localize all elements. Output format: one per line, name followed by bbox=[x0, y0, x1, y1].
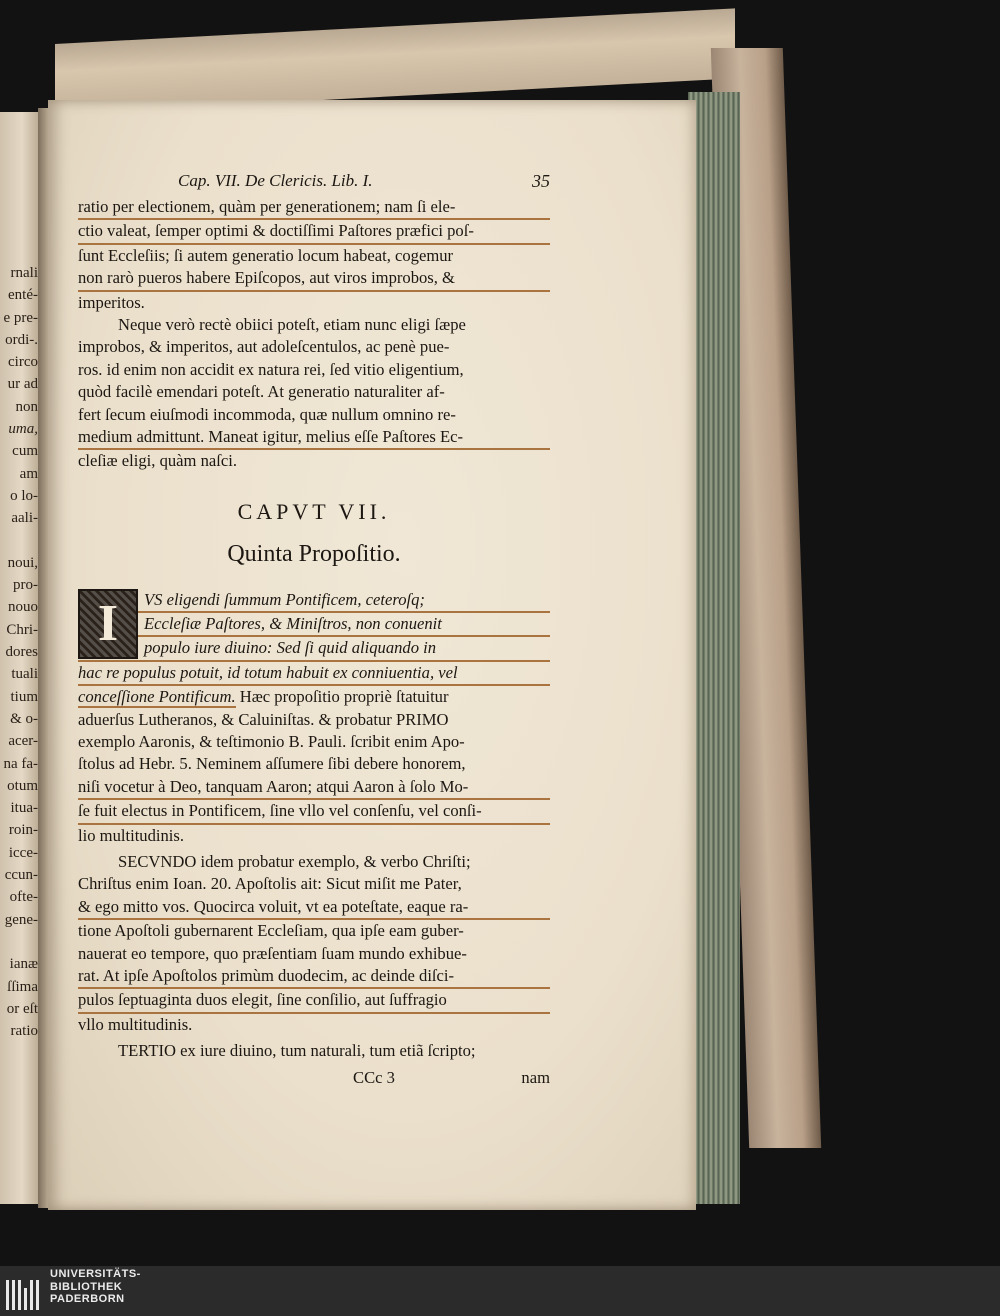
text-line: cleſiæ eligi, quàm naſci. bbox=[78, 451, 237, 471]
left-page-fragment: uma, bbox=[8, 421, 38, 438]
left-page-fragment: am bbox=[19, 465, 38, 482]
text-line: ros. id enim non accidit ex natura rei, ſed vitio eligentium, bbox=[78, 359, 464, 379]
text-line: ſe fuit electus in Pontificem, ſine vllo vel conſenſu, vel conſi- bbox=[78, 800, 550, 824]
text-line: & ego mitto vos. Quocirca voluit, vt ea poteſtate, eaque ra- bbox=[78, 896, 550, 920]
catchword: nam bbox=[521, 1067, 550, 1087]
left-page-fragment: ofte- bbox=[9, 889, 38, 906]
left-page-fragment: pro- bbox=[13, 577, 38, 594]
left-page-fragment: na fa- bbox=[3, 755, 38, 772]
paragraph-5: TERTIO ex iure diuino, tum naturali, tum etiã ſcripto; bbox=[118, 1041, 476, 1061]
text-line: ſunt Eccleſiis; ſi autem generatio locum habeat, cogemur bbox=[78, 245, 454, 265]
left-page-fragment: o lo- bbox=[10, 487, 38, 504]
left-page-fragment: ordi-. bbox=[5, 331, 38, 348]
left-page-fragment: dores bbox=[5, 644, 38, 661]
text-line bbox=[78, 686, 550, 708]
left-page-fragment bbox=[0, 530, 40, 552]
text-line: nauerat eo tempore, quo præſentiam ſuam mundo exhibue- bbox=[78, 943, 467, 963]
left-page-fragment: ianæ bbox=[9, 956, 38, 973]
chapter-title: CAPVT VII. bbox=[237, 498, 391, 524]
left-page-fragment: itua- bbox=[10, 800, 38, 817]
left-page-fragment: tuali bbox=[11, 666, 38, 683]
left-page-fragment: gene- bbox=[4, 911, 38, 928]
text-line: non rarò pueros habere Epiſcopos, aut viros improbos, & bbox=[78, 267, 550, 291]
text-line: exemplo Aaronis, & teſtimonio B. Pauli. ſcribit enim Apo- bbox=[78, 732, 465, 752]
library-logo-icon bbox=[0, 1270, 40, 1310]
left-page-fragment: rnali bbox=[10, 265, 38, 281]
left-page-fragment: & o- bbox=[10, 710, 38, 727]
text-line: ſtolus ad Hebr. 5. Neminem aſſumere ſibi debere honorem, bbox=[78, 754, 466, 774]
left-page-fragment: roin- bbox=[8, 822, 38, 839]
italic-span: conceſſione Pontificum. bbox=[78, 687, 236, 707]
library-logo-text bbox=[50, 1268, 230, 1306]
paragraph-2 bbox=[78, 314, 550, 473]
text-line: Chriſtus enim Ioan. 20. Apoſtolis ait: Sicut miſit me Pater, bbox=[78, 874, 462, 894]
left-page-fragment: ur ad bbox=[7, 376, 38, 393]
left-page-fragment: noui, bbox=[7, 554, 38, 571]
left-page-fragment: circo bbox=[8, 354, 38, 371]
logo-line: BIBLIOTHEK bbox=[50, 1280, 123, 1293]
text-line: niſi vocetur à Deo, tanquam Aaron; atqui Aaron à ſolo Mo- bbox=[78, 776, 550, 800]
left-page-fragment: tium bbox=[10, 688, 38, 705]
logo-line: PADERBORN bbox=[50, 1293, 125, 1305]
left-page-fragment: ratio bbox=[10, 1023, 38, 1040]
text-line: medium admittunt. Maneat igitur, melius eſſe Paſtores Ec- bbox=[78, 426, 550, 450]
text-line: improbos, & imperitos, aut adoleſcentulos, ac penè pue- bbox=[78, 337, 450, 357]
text-span: Hæc propoſitio propriè ſtatuitur bbox=[235, 687, 449, 707]
text-line: ratio per electionem, quàm per generationem; nam ſi ele- bbox=[78, 196, 550, 220]
text-line: fert ſecum eiuſmodi incommoda, quæ nullum omnino re- bbox=[78, 404, 456, 424]
text-line: VS eligendi ſummum Pontificem, ceteroſq; bbox=[78, 589, 550, 613]
left-page-text bbox=[0, 262, 40, 1042]
page-text bbox=[78, 170, 550, 1091]
left-page-fragment: enté- bbox=[8, 287, 38, 304]
paragraph-3 bbox=[78, 589, 550, 847]
left-page-fragment: ccun- bbox=[4, 867, 38, 884]
text-line: ctio valeat, ſemper optimi & doctiſſimi Paſtores præfici poſ- bbox=[78, 220, 550, 244]
right-page bbox=[48, 100, 696, 1210]
text-line: vllo multitudinis. bbox=[78, 1014, 193, 1034]
paragraph-1 bbox=[78, 196, 550, 314]
running-head-title: Cap. VII. De Clericis. Lib. I. bbox=[178, 171, 373, 190]
text-line: lio multitudinis. bbox=[78, 825, 185, 845]
left-page-fragment: acer- bbox=[8, 733, 38, 750]
left-page-fragment: ſſima bbox=[7, 978, 38, 995]
left-page-fragment: otum bbox=[7, 777, 38, 794]
book-top-edge bbox=[55, 8, 735, 114]
page-footer bbox=[78, 1067, 550, 1091]
running-head bbox=[78, 170, 550, 196]
text-line: Neque verò rectè obiici poteſt, etiam nunc eligi ſæpe bbox=[118, 314, 466, 334]
left-page-fragment: aali- bbox=[11, 510, 38, 527]
text-line: Eccleſiæ Paſtores, & Miniſtros, non conuenit bbox=[78, 613, 550, 637]
signature-mark: CCc 3 bbox=[353, 1067, 395, 1087]
text-line: SECVNDO idem probatur exemplo, & verbo Chriſti; bbox=[118, 851, 471, 871]
text-line: quòd facilè emendari poteſt. At generatio naturaliter af- bbox=[78, 382, 445, 402]
logo-line: UNIVERSITÄTS- bbox=[50, 1268, 141, 1280]
left-page-fragment: icce- bbox=[8, 844, 38, 861]
text-line: tione Apoſtoli gubernarent Eccleſiam, qua ipſe eam guber- bbox=[78, 921, 464, 941]
left-page-fragment: or eſt bbox=[6, 1000, 38, 1017]
text-line: imperitos. bbox=[78, 292, 145, 312]
text-line: hac re populus potuit, id totum habuit ex conniuentia, vel bbox=[78, 662, 550, 686]
left-page-fragment bbox=[0, 931, 40, 953]
decorated-initial: I bbox=[78, 589, 138, 659]
text-line: populo iure diuino: Sed ſi quid aliquando in bbox=[78, 637, 550, 661]
left-page bbox=[0, 112, 40, 1204]
left-page-fragment: cum bbox=[12, 443, 38, 460]
left-page-fragment: Chri- bbox=[6, 621, 38, 638]
text-line: aduerſus Lutheranos, & Caluiniſtas. & probatur PRIMO bbox=[78, 709, 449, 729]
page-number: 35 bbox=[532, 171, 550, 191]
text-line: pulos ſeptuaginta duos elegit, ſine conſilio, aut ſuffragio bbox=[78, 989, 550, 1013]
proposition-title: Quinta Propoſitio. bbox=[227, 540, 401, 567]
text-line: rat. At ipſe Apoſtolos primùm duodecim, ac deinde diſci- bbox=[78, 965, 550, 989]
paragraph-4 bbox=[78, 851, 550, 1036]
left-page-fragment: e pre- bbox=[3, 309, 38, 326]
left-page-fragment: non bbox=[15, 398, 38, 415]
left-page-fragment: nouo bbox=[8, 599, 38, 616]
